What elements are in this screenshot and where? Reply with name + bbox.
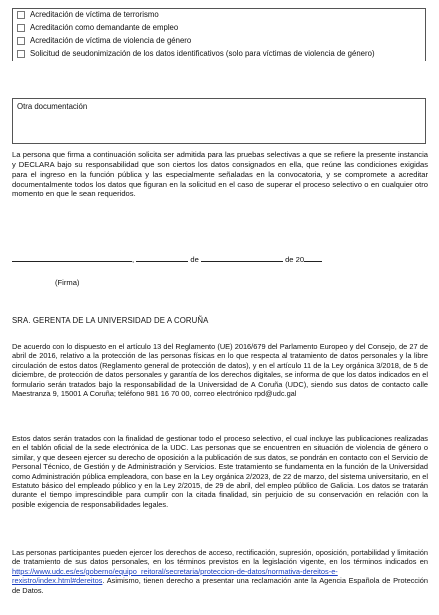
checkbox-row-pseudonymization[interactable] bbox=[13, 48, 425, 61]
data-protection-paragraph-2: Estos datos serán tratados con la finalidad de gestionar todo el proceso selectivo, el cual incluye las publicaciones realizadas en el tablón oficial de la sede electrónica de la UDC. Las personas que se encuentren en situación de violencia de género o similar, y que deseen ejercer su derecho de oposición a la publicación de sus datos, se pondrán en contacto con el Servicio de Personal Técnico, de Gestión y de Administración y Servicios. Este tratamiento se fundamenta en la función de la Universidad como Administración pública empleadora, con base en la Ley orgánica 2/2023, de 22 de marzo, del sistema universitario, en el Estatuto básico del empleado público y en la Ley 2/2015, de 29 de abril, del empleo público de Galicia. Los datos se tratarán durante el tiempo imprescindible para cumplir con la citada finalidad, sin perjuicio de su conservación en relación con la posible exigencia de responsabilidades legales. bbox=[12, 434, 428, 509]
signature-date-line bbox=[12, 253, 428, 265]
other-documentation-label: Otra documentación bbox=[17, 102, 88, 111]
de-text-1: de bbox=[190, 255, 199, 264]
checkbox-pseudonymization[interactable] bbox=[17, 50, 25, 58]
checkbox-label: Acreditación de víctima de violencia de género bbox=[30, 36, 192, 45]
checkbox-label: Solicitud de seudonimización de los datos identificativos (solo para víctimas de violencia de género) bbox=[30, 49, 375, 58]
sep-comma: , bbox=[132, 255, 135, 264]
year-field[interactable] bbox=[304, 253, 322, 262]
checkbox-gender-violence-victim[interactable] bbox=[17, 37, 25, 45]
checkbox-terrorism-victim[interactable] bbox=[17, 11, 25, 19]
checkbox-job-seeker[interactable] bbox=[17, 24, 25, 32]
checkbox-row-job-seeker[interactable] bbox=[13, 22, 425, 35]
checkbox-label: Acreditación de víctima de terrorismo bbox=[30, 10, 159, 19]
checkbox-row-gender-violence[interactable] bbox=[13, 35, 425, 48]
recipient-heading: SRA. GERENTA DE LA UNIVERSIDAD DE A CORUÑA bbox=[12, 316, 209, 325]
data-protection-paragraph-3 bbox=[12, 548, 428, 595]
day-field[interactable] bbox=[136, 253, 188, 262]
rights-text: Las personas participantes pueden ejercer los derechos de acceso, rectificación, supresión, oposición, portabilidad y limitación de tratamiento de sus datos personales, en los términos previstos en la legislación vigente, en los términos indicados en bbox=[12, 548, 428, 567]
document-checklist bbox=[12, 8, 426, 61]
other-documentation-field[interactable] bbox=[12, 98, 426, 144]
rights-text-end: . Asimismo, tienen derecho a presentar una reclamación ante la Agencia Española de Protección de Datos. bbox=[12, 576, 428, 595]
data-protection-paragraph-1: De acuerdo con lo dispuesto en el artículo 13 del Reglamento (UE) 2016/679 del Parlamento Europeo y del Consejo, de 27 de abril de 2016, relativo a la protección de las personas físicas en lo que respecta al tratamiento de datos personales y la libre circulación de estos datos (Reglamento general de protección de datos), y en el artículo 11 de la Ley orgánica 3/2018, de 5 de diciembre, de protección de datos personales y garantía de los derechos digitales, se informa de que los datos indicados en el formulario serán tratados bajo la responsabilidad de la Universidad de A Coruña (UDC), siendo sus datos de contacto calle Maestranza 9, 15001 A Coruña; teléfono 981 16 70 00, correo electrónico rpd@udc.gal bbox=[12, 342, 428, 398]
checkbox-row-terrorism[interactable] bbox=[13, 9, 425, 22]
month-field[interactable] bbox=[201, 253, 283, 262]
signature-label: (Firma) bbox=[55, 278, 80, 287]
place-field[interactable] bbox=[12, 253, 135, 264]
checkbox-label: Acreditación como demandante de empleo bbox=[30, 23, 179, 32]
rights-link[interactable]: https://www.udc.es/es/goberno/equipo_reitoral/secretaria/proteccion-de-datos/normativa-dereitos-e-rexistro/index.html#dereitos bbox=[12, 566, 338, 586]
year-prefix: 20 bbox=[295, 255, 305, 264]
declaration-text: La persona que firma a continuación solicita ser admitida para las pruebas selectivas a que se refiere la presente instancia y DECLARA bajo su responsabilidad que son ciertos los datos consignados en ella, que reúne las condiciones exigidas para el ingreso en la función pública y las especialmente señaladas en la convocatoria, y se compromete a acreditar documentalmente todos los datos que figuran en la solicitud en el caso de superar el proceso selectivo o en cualquier otro momento en que le sean requeridos. bbox=[12, 150, 428, 199]
de-text-2: de bbox=[285, 255, 294, 264]
